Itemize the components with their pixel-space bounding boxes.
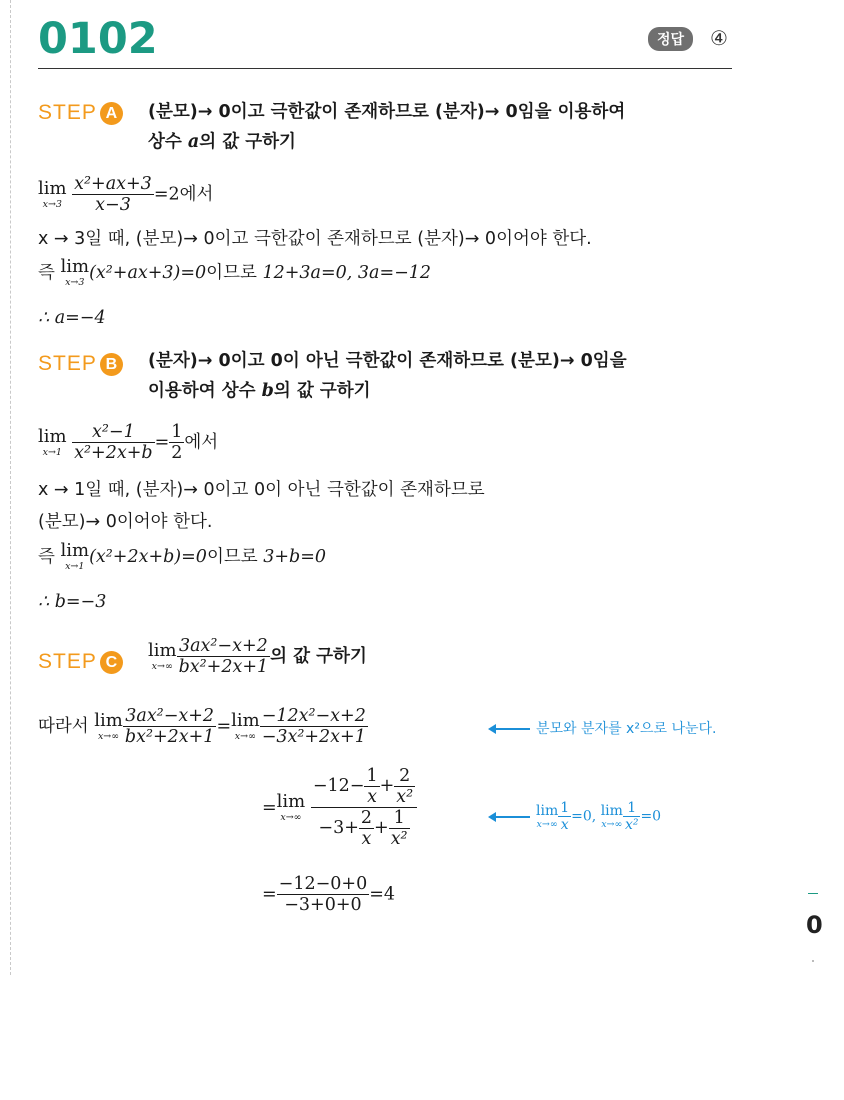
step-a-badge: A <box>100 102 123 125</box>
part-a-conclusion: ∴ a=−4 <box>38 308 106 328</box>
step-b-badge: B <box>100 353 123 376</box>
step-c-badge: C <box>100 651 123 674</box>
note-limits-zero: lim x→∞ $\frac{1}{x}$ =0, lim x→∞ $\frac{1}{\text{x²}}$ =0 <box>490 800 661 833</box>
side-tab-number: 0 <box>806 911 823 939</box>
problem-number: 0102 <box>38 14 158 64</box>
part-b-line3: (분모)→ 0이어야 한다. <box>38 512 213 532</box>
part-b-limit-equation: lim x→1 $\frac{\text{x²−1}}{\text{x²+2x+b}}$ = $\frac{1}{2}$ 에서 <box>38 422 219 464</box>
answer-value: ④ <box>710 26 728 50</box>
answer-badge: 정답 <box>648 27 693 51</box>
side-tab-dot <box>812 960 814 962</box>
part-b-conclusion: ∴ b=−3 <box>38 592 107 612</box>
part-b-line2: x → 1일 때, (분자)→ 0이고 0이 아닌 극한값이 존재하므로 <box>38 480 485 500</box>
step-c-title: lim x→∞ $\frac{\text{3ax²−x+2}}{\text{bx²+2x+1}}$ 의 값 구하기 <box>148 636 367 678</box>
arrow-left-icon <box>490 728 530 730</box>
step-b-label: STEP B <box>38 352 123 376</box>
part-a-limit-equation: lim x→3 $\frac{\text{x²+ax+3}}{x-3}$ =2에서 <box>38 174 214 216</box>
part-b-line4: 즉 lim x→1 (x²+2x+b)=0이므로 3+b=0 <box>38 540 327 572</box>
step-b-title: (분자)→ 0이고 0이 아닌 극한값이 존재하므로 (분모)→ 0임을 이용하여 상수 b의 값 구하기 <box>148 351 627 401</box>
part-a-line2: x → 3일 때, (분모)→ 0이고 극한값이 존재하므로 (분자)→ 0이어야 한다. <box>38 229 592 249</box>
step-a-label: STEP A <box>38 101 123 125</box>
arrow-left-icon <box>490 816 530 818</box>
header-divider <box>38 68 732 69</box>
step-c-label: STEP C <box>38 650 123 674</box>
page-edge-dashed <box>10 0 11 975</box>
note-divide-by-x2: 분모와 분자를 x²으로 나눈다. <box>490 718 716 738</box>
side-tab-dash <box>808 893 818 894</box>
step-a-title: (분모)→ 0이고 극한값이 존재하므로 (분자)→ 0임을 이용하여 상수 a의 값 구하기 <box>148 102 626 152</box>
part-c-step3: = $\frac{-12-0+0}{-3+0+0}$ =4 <box>262 874 396 916</box>
part-c-step2: = lim x→∞ −12− $\frac{1}{x}$ + $\frac{2}{\text{x²}}$ −3+ $\frac{2}{x}$ + $\frac{1}{\text{x²}}$ <box>262 766 417 850</box>
part-a-line3: 즉 lim x→3 (x²+ax+3)=0이므로 12+3a=0, 3a=−12 <box>38 256 432 288</box>
part-c-step1: 따라서 lim x→∞ $\frac{\text{3ax²−x+2}}{\text{bx²+2x+1}}$ = lim x→∞ $\frac{\text{−12x²−x+2}}{\text{−3x²+2x+1}}$ <box>38 706 366 748</box>
